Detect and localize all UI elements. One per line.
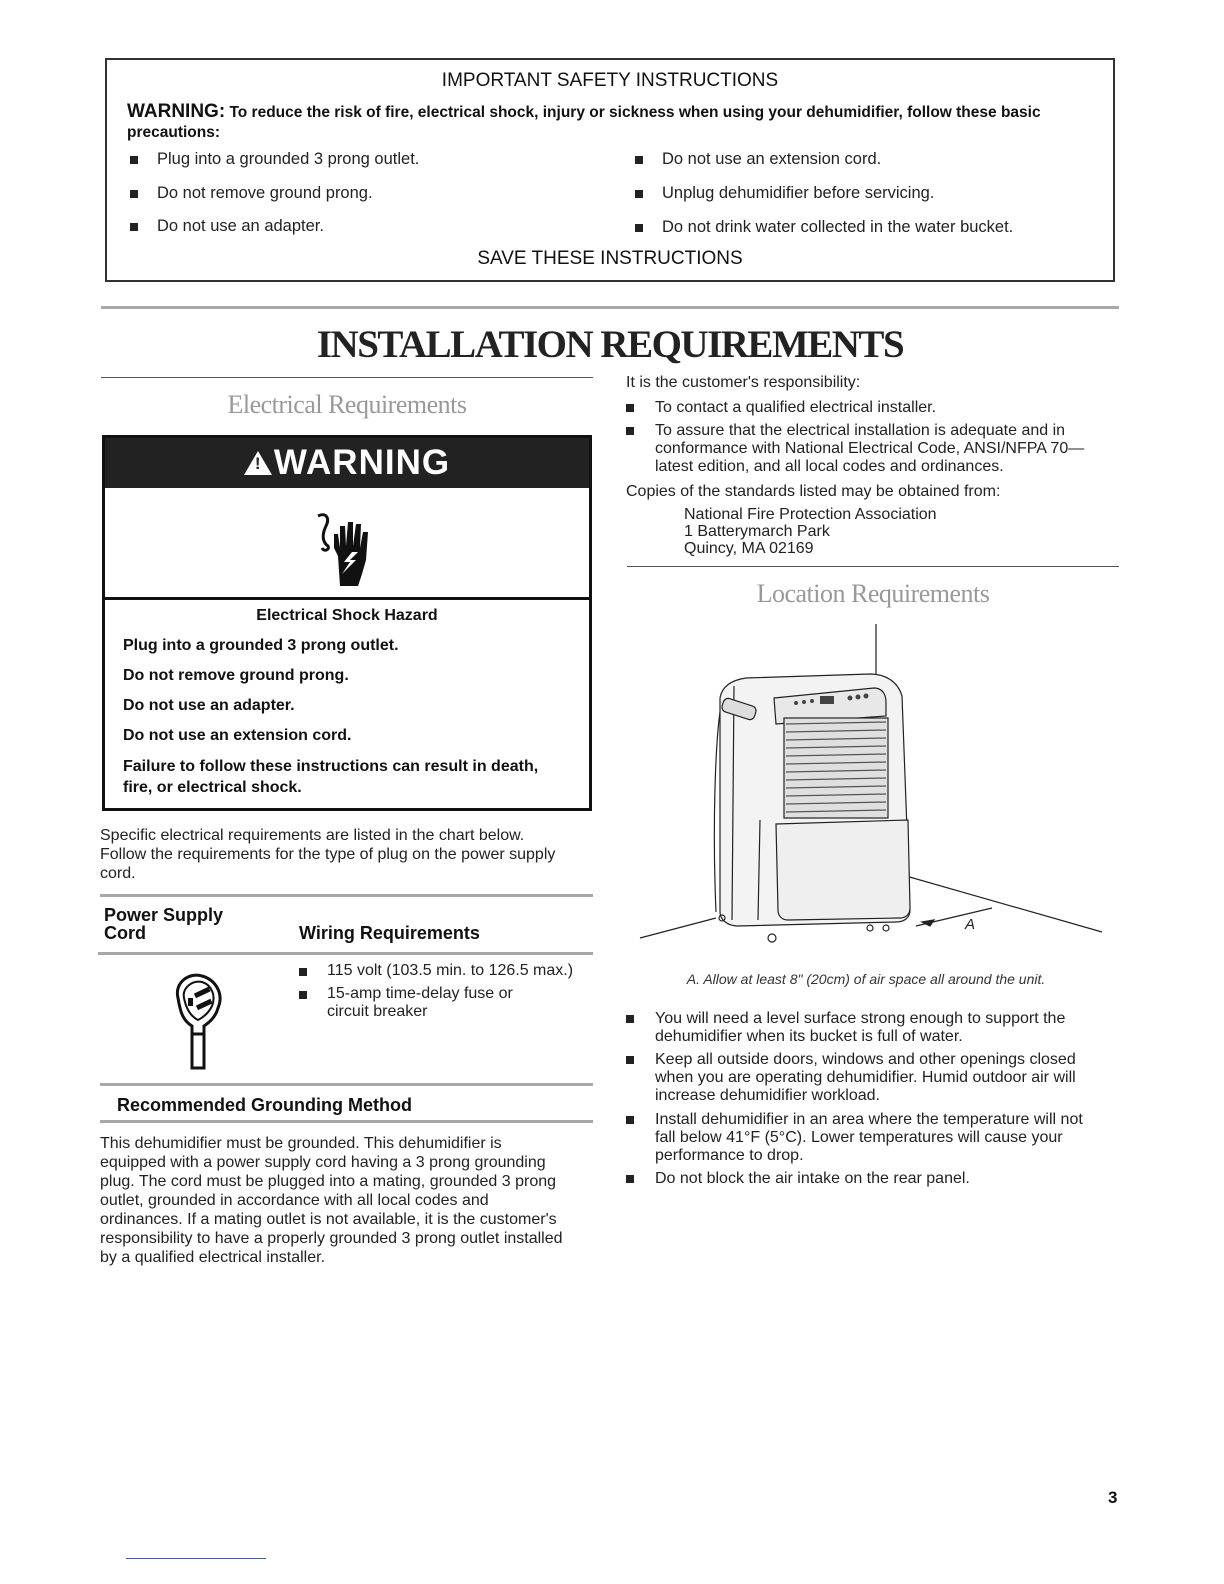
bullet-square-icon bbox=[626, 404, 634, 412]
hazard-failure: fire, or electrical shock. bbox=[123, 779, 302, 796]
location-bullet: Do not block the air intake on the rear panel. bbox=[626, 1170, 970, 1188]
location-bullet: Install dehumidifier in an area where the temperature will not fall below 41°F (5°C). Lower temperatures will cause your performance to drop. bbox=[626, 1111, 1083, 1165]
grounding-bottom-rule bbox=[100, 1120, 593, 1123]
safety-bullet: Plug into a grounded 3 prong outlet. bbox=[130, 150, 419, 169]
grounding-line: This dehumidifier must be grounded. This dehumidifier is bbox=[100, 1135, 502, 1152]
responsibility-intro: It is the customer's responsibility: bbox=[626, 374, 861, 391]
electrical-intro-line: Follow the requirements for the type of plug on the power supply bbox=[100, 846, 556, 863]
safety-bullet: Do not use an adapter. bbox=[130, 217, 324, 236]
bullet-square-icon bbox=[130, 190, 138, 198]
safety-bullet: Do not remove ground prong. bbox=[130, 184, 373, 203]
nfpa-address bbox=[684, 506, 937, 557]
location-bullet: Keep all outside doors, windows and other openings closed when you are operating dehumidifier. Humid outdoor air will increase dehumidifier workload. bbox=[626, 1051, 1076, 1105]
warning-divider bbox=[105, 597, 589, 600]
section-divider bbox=[101, 306, 1119, 309]
location-bullet: You will need a level surface strong enough to support the dehumidifier when its bucket is full of water. bbox=[626, 1010, 1065, 1046]
page-title: INSTALLATION REQUIREMENTS bbox=[316, 323, 904, 366]
safety-title: IMPORTANT SAFETY INSTRUCTIONS bbox=[441, 70, 779, 91]
grounding-line: plug. The cord must be plugged into a mating, grounded 3 prong bbox=[100, 1173, 557, 1190]
link-underline bbox=[126, 1558, 266, 1559]
electric-shock-hand-icon bbox=[300, 504, 390, 594]
hazard-failure: Failure to follow these instructions can result in death, bbox=[123, 758, 539, 775]
safety-instructions-box bbox=[105, 58, 1115, 282]
hazard-title: Electrical Shock Hazard bbox=[256, 607, 438, 624]
grounding-top-rule bbox=[100, 1083, 593, 1086]
save-instructions: SAVE THESE INSTRUCTIONS bbox=[477, 248, 743, 269]
bullet-square-icon bbox=[635, 224, 643, 232]
bullet-square-icon bbox=[626, 1175, 634, 1183]
address-line: 1 Batterymarch Park bbox=[684, 523, 830, 540]
bullet-square-icon bbox=[130, 156, 138, 164]
heading-rule bbox=[101, 377, 593, 378]
warning-text: To reduce the risk of fire, electrical shock, injury or sickness when using your dehumidifier, follow these basic precautions: bbox=[127, 104, 1041, 141]
warning-header: !WARNING bbox=[105, 438, 589, 488]
warning-triangle-icon bbox=[244, 451, 272, 475]
safety-bullet: Do not use an extension cord. bbox=[635, 150, 881, 169]
table-header-rule bbox=[98, 952, 593, 955]
address-line: Quincy, MA 02169 bbox=[684, 540, 814, 557]
grounding-line: ordinances. If a mating outlet is not available, it is the customer's bbox=[100, 1211, 557, 1228]
grounding-line: responsibility to have a properly grounded 3 prong outlet installed bbox=[100, 1230, 563, 1247]
wiring-requirements-header: Wiring Requirements bbox=[299, 923, 480, 943]
bullet-square-icon bbox=[626, 1015, 634, 1023]
bullet-square-icon bbox=[635, 190, 643, 198]
electrical-warning-box bbox=[102, 435, 592, 811]
bullet-square-icon bbox=[299, 991, 307, 999]
wiring-item: 115 volt (103.5 min. to 126.5 max.) bbox=[299, 962, 573, 980]
warning-label: WARNING: bbox=[127, 101, 226, 122]
electrical-requirements-heading: Electrical Requirements bbox=[227, 390, 467, 419]
grounding-line: outlet, grounded in accordance with all local codes and bbox=[100, 1192, 489, 1209]
dehumidifier-illustration bbox=[636, 620, 1106, 950]
responsibility-bullet: To contact a qualified electrical installer. bbox=[626, 399, 936, 417]
copies-text: Copies of the standards listed may be obtained from: bbox=[626, 483, 1001, 500]
hazard-line: Plug into a grounded 3 prong outlet. bbox=[123, 637, 399, 654]
responsibility-bullet: To assure that the electrical installation is adequate and in conformance with National Electrical Code, ANSI/NFPA 70— latest edition, and all local codes and ordinances. bbox=[626, 422, 1084, 476]
page-number: 3 bbox=[1108, 1488, 1118, 1507]
hazard-line: Do not use an extension cord. bbox=[123, 727, 352, 744]
grounding-heading: Recommended Grounding Method bbox=[117, 1095, 412, 1115]
bullet-square-icon bbox=[626, 427, 634, 435]
hazard-line: Do not use an adapter. bbox=[123, 697, 295, 714]
bullet-square-icon bbox=[635, 156, 643, 164]
callout-label: A bbox=[965, 916, 976, 933]
electrical-intro-line: Specific electrical requirements are listed in the chart below. bbox=[100, 827, 525, 844]
bullet-square-icon bbox=[299, 968, 307, 976]
three-prong-plug-icon bbox=[168, 968, 232, 1072]
table-top-rule bbox=[100, 894, 593, 897]
bullet-square-icon bbox=[626, 1056, 634, 1064]
heading-rule bbox=[627, 566, 1119, 567]
hazard-line: Do not remove ground prong. bbox=[123, 667, 349, 684]
bullet-square-icon bbox=[130, 223, 138, 231]
power-supply-cord-header: Power Supply bbox=[104, 905, 224, 925]
grounding-line: by a qualified electrical installer. bbox=[100, 1249, 326, 1266]
safety-bullet: Unplug dehumidifier before servicing. bbox=[635, 184, 934, 203]
bullet-square-icon bbox=[626, 1116, 634, 1124]
illustration-caption: A. Allow at least 8" (20cm) of air space all around the unit. bbox=[686, 971, 1046, 987]
address-line: National Fire Protection Association bbox=[684, 506, 937, 523]
grounding-line: equipped with a power supply cord having a 3 prong grounding bbox=[100, 1154, 546, 1171]
power-supply-cord-header: Cord bbox=[104, 923, 146, 943]
electrical-intro-line: cord. bbox=[100, 865, 136, 882]
wiring-item: 15-amp time-delay fuse or circuit breaker bbox=[299, 985, 513, 1021]
safety-warning bbox=[127, 102, 1087, 143]
safety-bullet: Do not drink water collected in the water bucket. bbox=[635, 218, 1013, 237]
location-requirements-heading: Location Requirements bbox=[756, 579, 990, 608]
